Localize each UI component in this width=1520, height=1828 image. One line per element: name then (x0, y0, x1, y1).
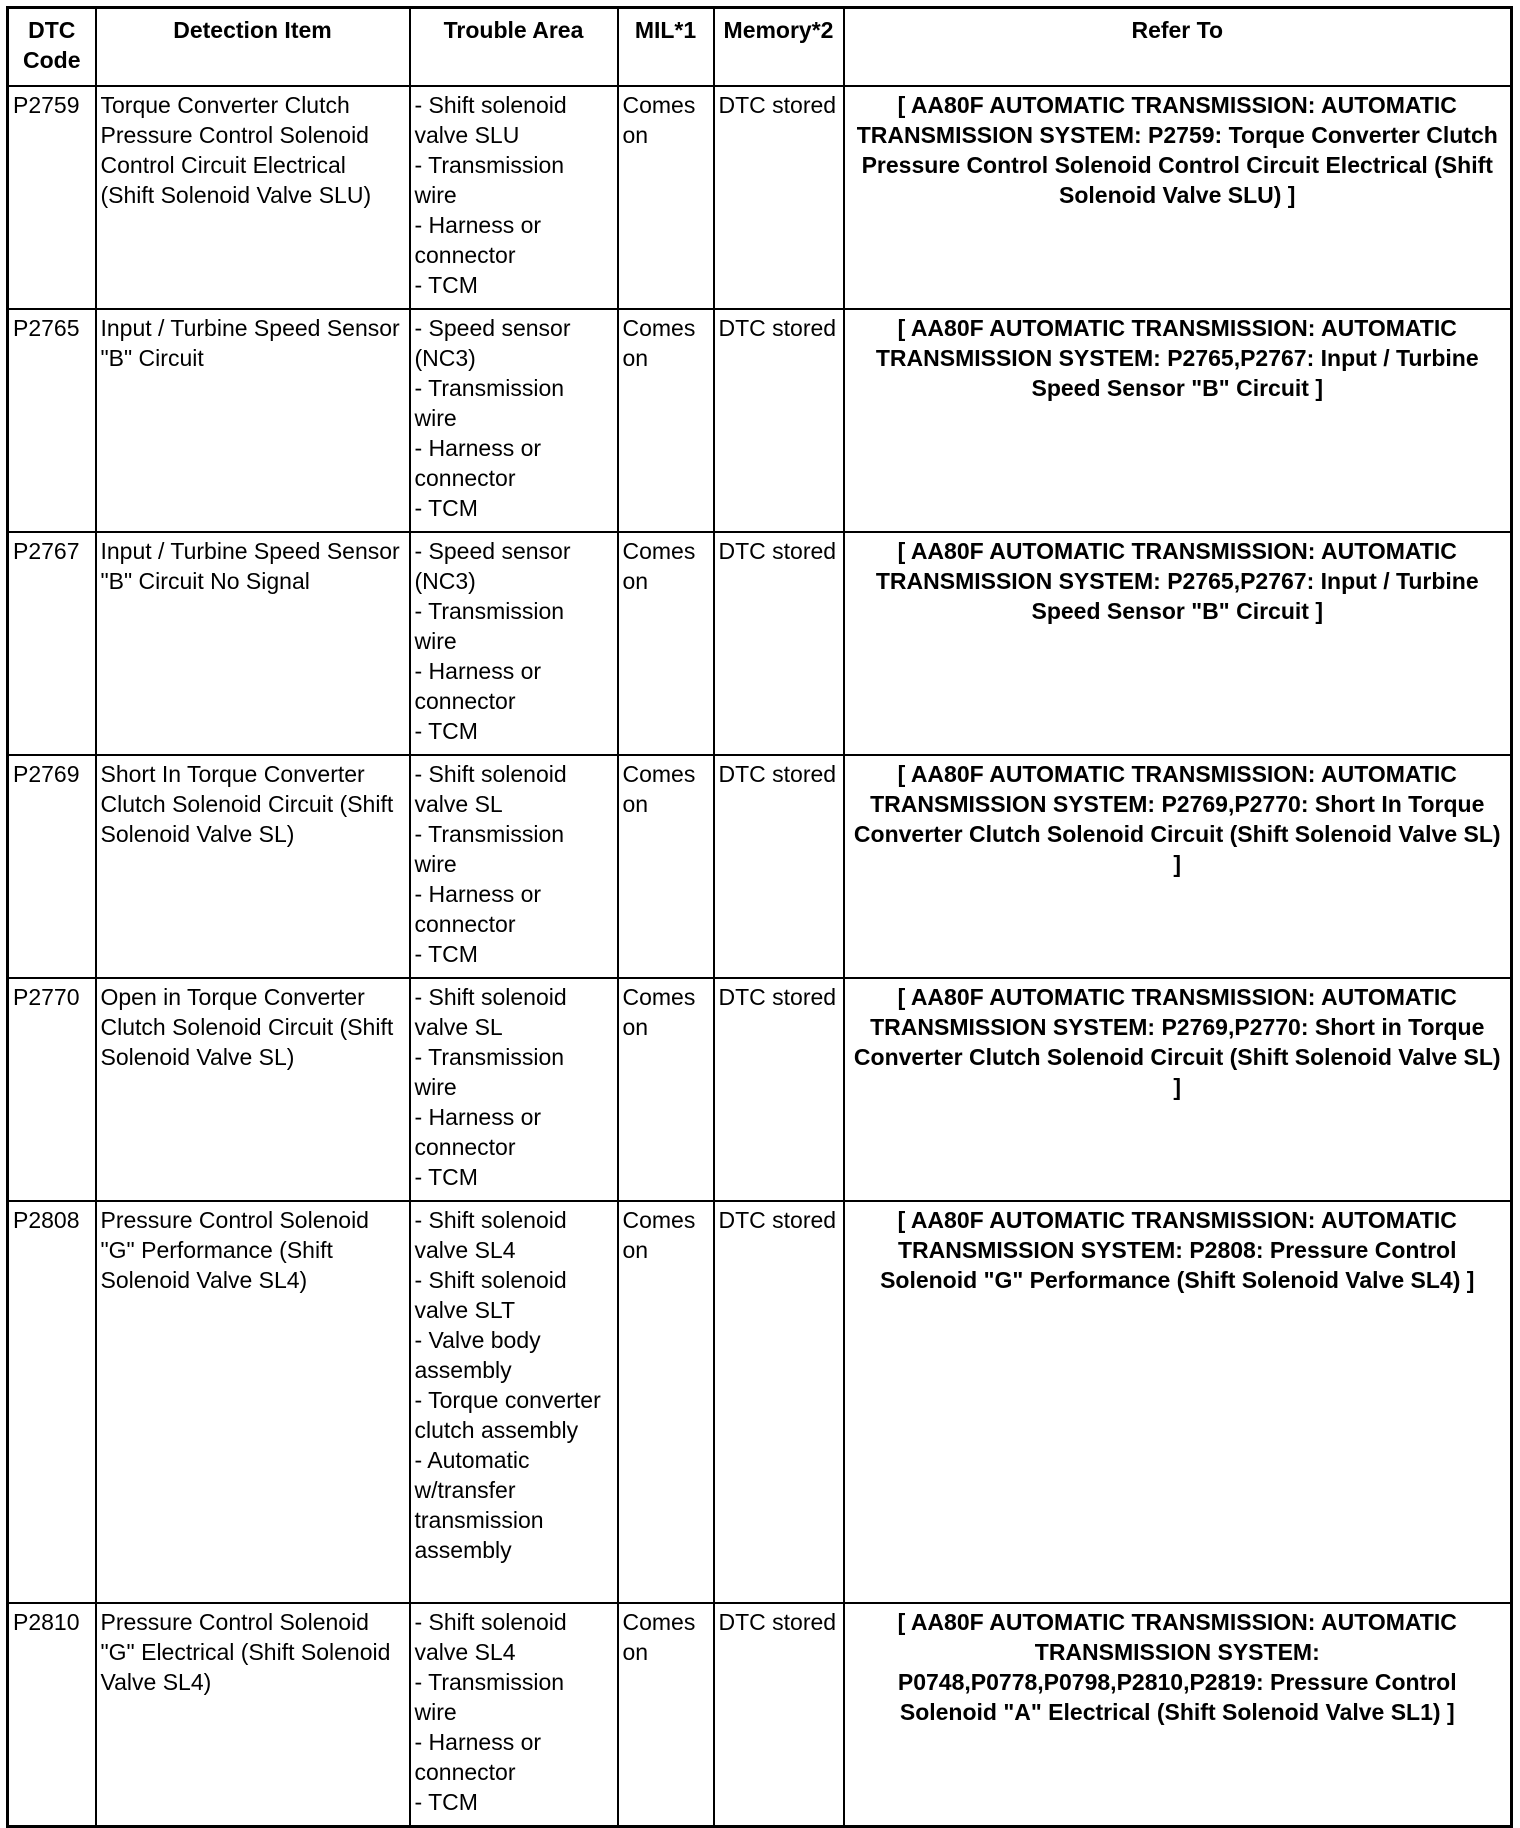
dtc-code-cell: P2808 (8, 1201, 96, 1603)
trouble-area-item: - TCM (414, 718, 478, 744)
table-row (8, 532, 1512, 755)
header-memory: Memory*2 (714, 8, 844, 87)
table-header-row (8, 8, 1512, 87)
memory-cell: DTC stored (714, 755, 844, 978)
detection-item-cell: Short In Torque Converter Clutch Solenoid Circuit (Shift Solenoid Valve SL) (96, 755, 410, 978)
trouble-area-item: - Transmission wire (414, 598, 565, 654)
trouble-area-item: - Harness or connector (414, 658, 542, 714)
header-mil: MIL*1 (618, 8, 714, 87)
table-row (8, 978, 1512, 1201)
dtc-code-cell: P2767 (8, 532, 96, 755)
dtc-code-cell: P2769 (8, 755, 96, 978)
table-row (8, 86, 1512, 309)
header-dtc-code: DTC Code (8, 8, 96, 87)
refer-to-link[interactable]: [ AA80F AUTOMATIC TRANSMISSION: AUTOMATIC TRANSMISSION SYSTEM: P2759: Torque Converter Clutch Pressure Control Solenoid Control Circuit Electrical (Shift Solenoid Valve SLU) ] (844, 86, 1512, 309)
trouble-area-item: - Shift solenoid valve SL (414, 761, 567, 817)
mil-cell: Comes on (618, 309, 714, 532)
trouble-area-item: - Shift solenoid valve SL4 (414, 1609, 567, 1665)
trouble-area-cell (410, 1201, 618, 1603)
table-row (8, 1603, 1512, 1827)
trouble-area-item: - Transmission wire (414, 152, 565, 208)
table-row (8, 1201, 1512, 1603)
header-refer-to: Refer To (844, 8, 1512, 87)
refer-to-link[interactable]: [ AA80F AUTOMATIC TRANSMISSION: AUTOMATIC TRANSMISSION SYSTEM: P2765,P2767: Input / Turbine Speed Sensor "B" Circuit ] (844, 532, 1512, 755)
mil-cell: Comes on (618, 86, 714, 309)
refer-to-link[interactable]: [ AA80F AUTOMATIC TRANSMISSION: AUTOMATIC TRANSMISSION SYSTEM: P0748,P0778,P0798,P2810,P2819: Pressure Control Solenoid "A" Electrical (Shift Solenoid Valve SL1) ] (844, 1603, 1512, 1827)
trouble-area-item: - Shift solenoid valve SL4 (414, 1207, 567, 1263)
trouble-area-item: - TCM (414, 1164, 478, 1190)
trouble-area-cell (410, 532, 618, 755)
trouble-area-item: - Speed sensor (NC3) (414, 315, 571, 371)
trouble-area-item: - Shift solenoid valve SLT (414, 1267, 567, 1323)
trouble-area-item: - TCM (414, 1789, 478, 1815)
memory-cell: DTC stored (714, 309, 844, 532)
trouble-area-cell (410, 1603, 618, 1827)
mil-cell: Comes on (618, 1201, 714, 1603)
trouble-area-item: - Harness or connector (414, 1104, 542, 1160)
memory-cell: DTC stored (714, 1201, 844, 1603)
table-row (8, 755, 1512, 978)
dtc-code-cell: P2765 (8, 309, 96, 532)
mil-cell: Comes on (618, 532, 714, 755)
mil-cell: Comes on (618, 978, 714, 1201)
trouble-area-cell (410, 309, 618, 532)
trouble-area-item: - Shift solenoid valve SL (414, 984, 567, 1040)
trouble-area-item: - Speed sensor (NC3) (414, 538, 571, 594)
trouble-area-item: - Torque converter clutch assembly (414, 1387, 601, 1443)
trouble-area-item: - Transmission wire (414, 1669, 565, 1725)
trouble-area-cell (410, 978, 618, 1201)
mil-cell: Comes on (618, 1603, 714, 1827)
dtc-table-page (6, 6, 1510, 1816)
memory-cell: DTC stored (714, 532, 844, 755)
trouble-area-cell (410, 86, 618, 309)
detection-item-cell: Torque Converter Clutch Pressure Control Solenoid Control Circuit Electrical (Shift Solenoid Valve SLU) (96, 86, 410, 309)
dtc-table (6, 6, 1513, 1828)
memory-cell: DTC stored (714, 1603, 844, 1827)
trouble-area-item: - TCM (414, 495, 478, 521)
trouble-area-item: - Harness or connector (414, 1729, 542, 1785)
trouble-area-item: - Transmission wire (414, 375, 565, 431)
trouble-area-item: - Automatic w/transfer transmission assembly (414, 1447, 544, 1563)
dtc-code-cell: P2770 (8, 978, 96, 1201)
trouble-area-item: - TCM (414, 941, 478, 967)
trouble-area-cell (410, 755, 618, 978)
memory-cell: DTC stored (714, 978, 844, 1201)
trouble-area-item: - Transmission wire (414, 1044, 565, 1100)
detection-item-cell: Pressure Control Solenoid "G" Performance (Shift Solenoid Valve SL4) (96, 1201, 410, 1603)
detection-item-cell: Open in Torque Converter Clutch Solenoid Circuit (Shift Solenoid Valve SL) (96, 978, 410, 1201)
dtc-code-cell: P2759 (8, 86, 96, 309)
refer-to-link[interactable]: [ AA80F AUTOMATIC TRANSMISSION: AUTOMATIC TRANSMISSION SYSTEM: P2765,P2767: Input / Turbine Speed Sensor "B" Circuit ] (844, 309, 1512, 532)
memory-cell: DTC stored (714, 86, 844, 309)
header-trouble-area: Trouble Area (410, 8, 618, 87)
trouble-area-item: - Harness or connector (414, 212, 542, 268)
dtc-code-cell: P2810 (8, 1603, 96, 1827)
trouble-area-item: - TCM (414, 272, 478, 298)
detection-item-cell: Input / Turbine Speed Sensor "B" Circuit No Signal (96, 532, 410, 755)
trouble-area-item: - Valve body assembly (414, 1327, 541, 1383)
detection-item-cell: Pressure Control Solenoid "G" Electrical (Shift Solenoid Valve SL4) (96, 1603, 410, 1827)
mil-cell: Comes on (618, 755, 714, 978)
refer-to-link[interactable]: [ AA80F AUTOMATIC TRANSMISSION: AUTOMATIC TRANSMISSION SYSTEM: P2808: Pressure Control Solenoid "G" Performance (Shift Solenoid Valve SL4) ] (844, 1201, 1512, 1603)
detection-item-cell: Input / Turbine Speed Sensor "B" Circuit (96, 309, 410, 532)
trouble-area-item: - Harness or connector (414, 435, 542, 491)
trouble-area-item: - Transmission wire (414, 821, 565, 877)
refer-to-link[interactable]: [ AA80F AUTOMATIC TRANSMISSION: AUTOMATIC TRANSMISSION SYSTEM: P2769,P2770: Short In Torque Converter Clutch Solenoid Circuit (Shift Solenoid Valve SL) ] (844, 755, 1512, 978)
header-detection-item: Detection Item (96, 8, 410, 87)
refer-to-link[interactable]: [ AA80F AUTOMATIC TRANSMISSION: AUTOMATIC TRANSMISSION SYSTEM: P2769,P2770: Short in Torque Converter Clutch Solenoid Circuit (Shift Solenoid Valve SL) ] (844, 978, 1512, 1201)
trouble-area-item: - Harness or connector (414, 881, 542, 937)
table-row (8, 309, 1512, 532)
trouble-area-item: - Shift solenoid valve SLU (414, 92, 567, 148)
